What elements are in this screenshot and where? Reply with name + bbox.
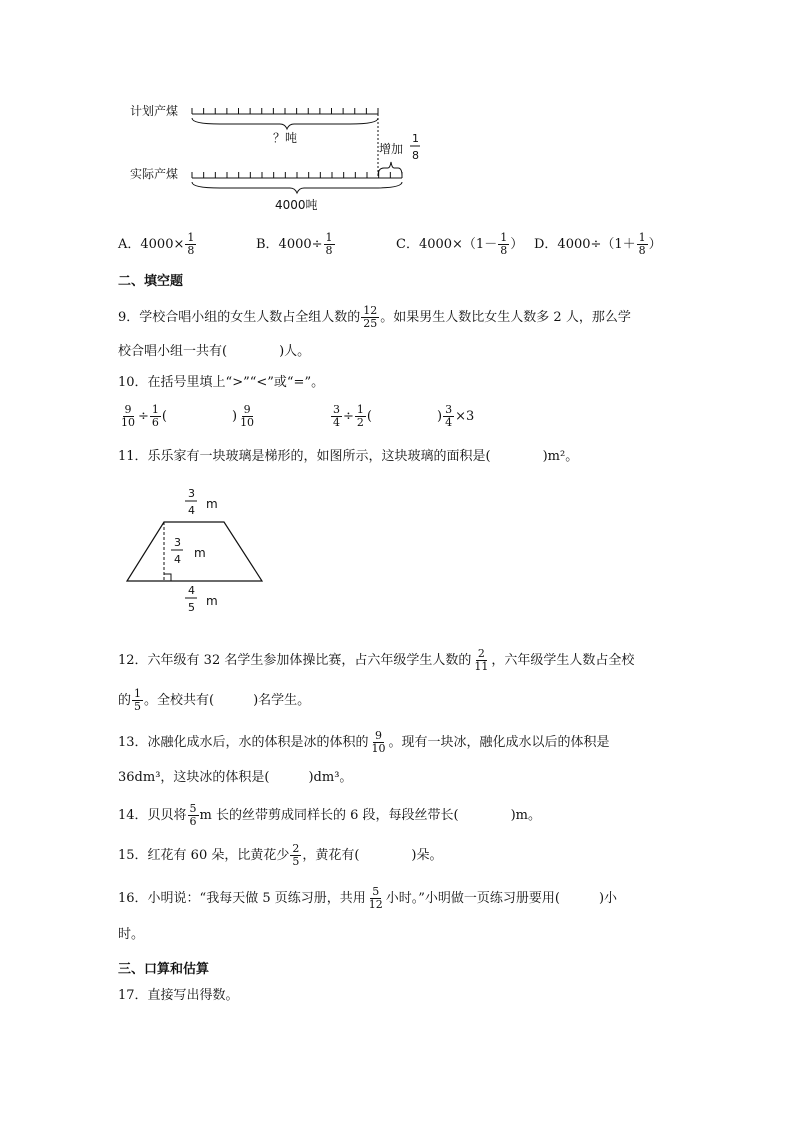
increase-frac-n: 1 bbox=[412, 132, 419, 145]
q16-line1: 16．小明说：“我每天做 5 页练习册，共用 $\frac{5}{12}$ 小时。”小明做一页练习册要用( )小 bbox=[118, 885, 618, 911]
option-a-frac: $\frac{1}{8}$ bbox=[187, 231, 195, 257]
section-2-title: 二、填空题 bbox=[118, 274, 184, 289]
right-angle-mark bbox=[164, 574, 171, 581]
option-d-frac: $\frac{1}{8}$ bbox=[638, 231, 646, 257]
plan-label: 计划产煤 bbox=[130, 104, 179, 118]
q17: 17．直接写出得数。 bbox=[118, 988, 239, 1003]
svg-text:m: m bbox=[206, 497, 218, 511]
increase-frac-d: 8 bbox=[412, 149, 419, 162]
q12-line1: 12．六年级有 32 名学生参加体操比赛，占六年级学生人数的 $\frac{2}{11}$ ，六年级学生人数占全校 bbox=[118, 647, 635, 673]
increase-label: 增加 bbox=[379, 142, 404, 156]
q10-expr1: $\frac{9}{10}$ ÷ $\frac{1}{6}$ ( ) $\frac{9}{10}$ bbox=[121, 403, 255, 429]
q9-line2: 校合唱小组一共有( )人。 bbox=[118, 344, 311, 359]
actual-label: 实际产煤 bbox=[130, 167, 179, 181]
option-b-frac: $\frac{1}{8}$ bbox=[325, 231, 333, 257]
option-a[interactable]: A．4000× $\frac{1}{8}$ bbox=[118, 231, 195, 257]
q9-frac: $\frac{12}{25}$ bbox=[363, 304, 378, 330]
option-c[interactable]: C．4000×（1－ $\frac{1}{8}$ ） bbox=[396, 231, 524, 257]
plan-brace bbox=[192, 118, 378, 129]
q10-title: 10．在括号里填上“>”“<”或“=”。 bbox=[118, 375, 325, 390]
svg-text:3: 3 bbox=[174, 536, 181, 549]
trapezoid-figure bbox=[122, 486, 282, 616]
svg-text:4: 4 bbox=[188, 504, 195, 517]
q10-blank1[interactable]: ( ) bbox=[161, 409, 238, 424]
q9-line1: 9．学校合唱小组的女生人数占全组人数的 $\frac{12}{25}$ 。如果男生人数比女生人数多 2 人，那么学 bbox=[118, 304, 631, 330]
q14: 14．贝贝将 $\frac{5}{6}$ m 长的丝带剪成同样长的 6 段，每段丝带长( )m。 bbox=[118, 802, 542, 828]
svg-text:5: 5 bbox=[188, 601, 195, 614]
q13-line2: 36dm³，这块冰的体积是( )dm³。 bbox=[118, 770, 353, 785]
svg-text:m: m bbox=[194, 546, 206, 560]
svg-text:m: m bbox=[206, 594, 218, 608]
option-b[interactable]: B．4000÷ $\frac{1}{8}$ bbox=[256, 231, 333, 257]
section-3-title: 三、口算和估算 bbox=[118, 962, 210, 977]
q13-line1: 13．冰融化成水后，水的体积是冰的体积的 $\frac{9}{10}$ 。现有一块冰，融化成水以后的体积是 bbox=[118, 729, 610, 755]
q12-line2: 的 $\frac{1}{5}$ 。全校共有( )名学生。 bbox=[118, 687, 311, 713]
svg-text:3: 3 bbox=[188, 487, 195, 500]
q15: 15．红花有 60 朵，比黄花少 $\frac{2}{5}$ ，黄花有( )朵。 bbox=[118, 842, 443, 868]
q10-expr2: $\frac{3}{4}$ ÷ $\frac{1}{2}$ ( ) $\frac{3}{4}$ ×3 bbox=[333, 403, 475, 429]
coal-production-diagram bbox=[120, 98, 420, 218]
svg-text:4: 4 bbox=[188, 584, 195, 597]
plan-value: ？吨 bbox=[273, 131, 298, 145]
q11-text: 11．乐乐家有一块玻璃是梯形的，如图所示，这块玻璃的面积是( )m²。 bbox=[118, 449, 579, 464]
q10-blank2[interactable]: ( ) bbox=[366, 409, 443, 424]
actual-brace bbox=[192, 182, 402, 193]
option-d[interactable]: D．4000÷（1＋ $\frac{1}{8}$ ） bbox=[534, 231, 662, 257]
option-c-frac: $\frac{1}{8}$ bbox=[500, 231, 508, 257]
q16-line2: 时。 bbox=[118, 927, 145, 942]
actual-value: 4000吨 bbox=[275, 198, 318, 212]
svg-text:4: 4 bbox=[174, 553, 181, 566]
